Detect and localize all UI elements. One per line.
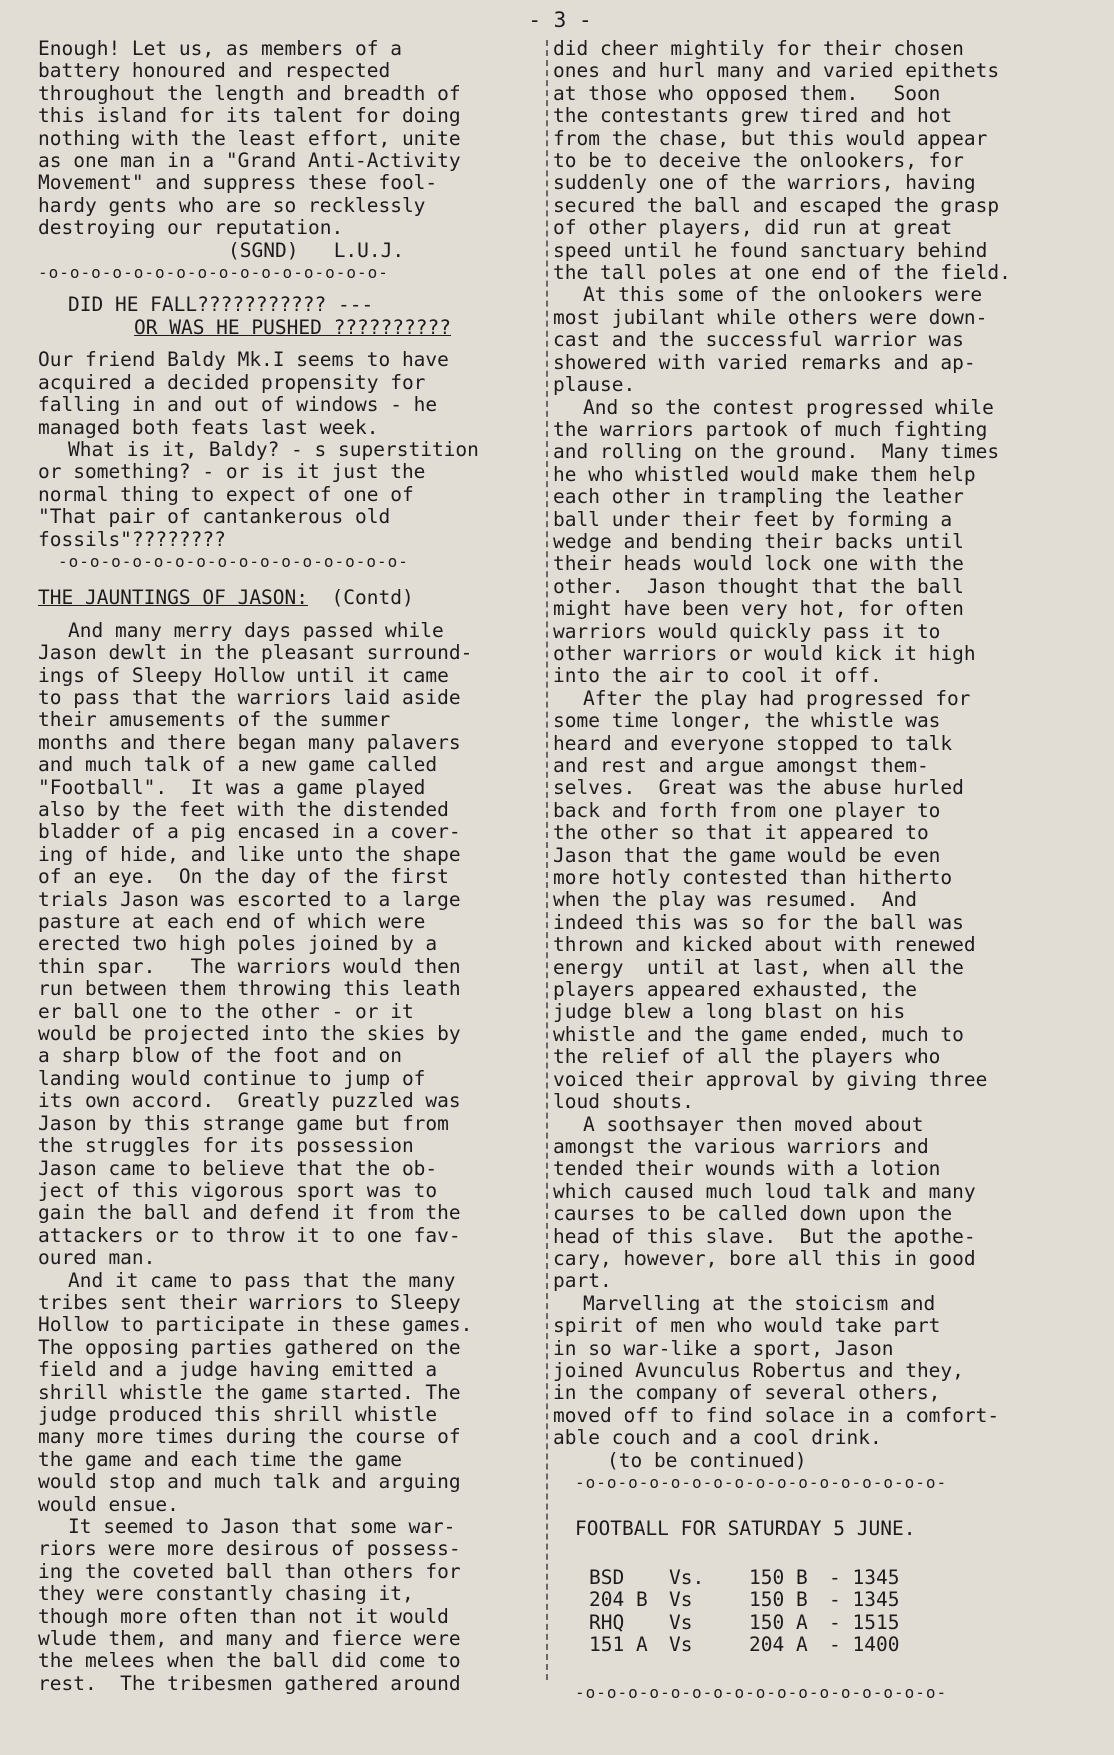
jason-paragraph-3	[38, 1516, 548, 1695]
text-line: or something? - or is it just the	[38, 460, 426, 484]
football-heading: FOOTBALL FOR SATURDAY 5 JUNE.	[575, 1517, 916, 1541]
text-line: the melees when the ball did come to	[38, 1649, 461, 1673]
text-line: judge produced this shrill whistle	[38, 1402, 438, 1426]
text-line: part.	[553, 1269, 612, 1293]
text-line: And many merry days passed while	[68, 618, 444, 642]
text-line: Jason by this strange game but from	[38, 1111, 449, 1135]
text-line: erected two high poles joined by a	[38, 932, 438, 956]
fixture-row	[589, 1612, 1085, 1634]
text-line: ball under their feet by forming a	[553, 507, 953, 531]
text-line: indeed this was so for the ball was	[553, 910, 964, 934]
text-line: tended their wounds with a lotion	[553, 1157, 941, 1181]
text-line: "Football". It was a game played	[38, 775, 426, 799]
left-column	[38, 38, 548, 1695]
text-line: selves. Great was the abuse hurled	[553, 776, 964, 800]
text-line: and rest and argue amongst them-	[553, 754, 929, 777]
fixture-away: 150 B	[749, 1565, 808, 1589]
right-paragraph-1	[553, 38, 1085, 284]
text-line: And so the contest progressed while	[583, 395, 994, 419]
text-line: also by the feet with the distended	[38, 798, 449, 821]
text-line: the game and each time the game	[38, 1447, 402, 1471]
text-line: months and there began many palavers	[38, 730, 461, 754]
text-line: field and a judge having emitted a	[38, 1358, 438, 1382]
text-line: throughout the length and breadth of	[38, 81, 461, 105]
text-line: attackers or to throw it to one fav-	[38, 1223, 461, 1247]
text-line: suddenly one of the warriors, having	[553, 171, 976, 195]
text-line: gain the ball and defend it from the	[38, 1201, 461, 1225]
text-line: its own accord. Greatly puzzled was	[38, 1089, 461, 1113]
text-line: from the chase, but this would appear	[553, 126, 988, 150]
fixture-home: BSD	[589, 1565, 625, 1589]
text-line: of an eye. On the day of the first	[38, 865, 449, 889]
text-line: wedge and bending their backs until	[553, 529, 964, 553]
text-line: Jason dewlt in the pleasant surround-	[38, 641, 473, 665]
text-line: run between them throwing this leath	[38, 977, 461, 1001]
text-line: the tall poles at one end of the field.	[553, 261, 1011, 285]
jason-paragraph-2	[38, 1270, 548, 1516]
text-line: would stop and much talk and arguing	[38, 1470, 461, 1494]
text-line: ones and hurl many and varied epithets	[553, 59, 1000, 83]
text-line: the other so that it appeared to	[553, 821, 929, 845]
text-line: able couch and a cool drink.	[553, 1426, 882, 1450]
fixture-away: 204 A	[749, 1633, 808, 1657]
text-line: nothing with the least effort, unite	[38, 126, 461, 150]
text-line: other. Jason thought that the ball	[553, 574, 964, 598]
fixture-row	[589, 1589, 1085, 1611]
text-line: into the air to cool it off.	[553, 664, 882, 688]
fixture-home: 204 B	[589, 1588, 648, 1612]
text-line: heard and everyone stopped to talk	[553, 731, 953, 755]
text-line: fossils"????????	[38, 527, 226, 551]
jason-heading-line	[38, 587, 548, 609]
text-line: acquired a decided propensity for	[38, 370, 426, 394]
fixtures-list	[553, 1567, 1085, 1657]
to-be-continued: (to be continued)	[607, 1448, 807, 1472]
text-line: in the company of several others,	[553, 1381, 941, 1405]
text-line: Jason came to believe that the ob-	[38, 1156, 438, 1180]
text-line: secured the ball and escaped the grasp	[553, 193, 1000, 217]
text-line: most jubilant while others were down-	[553, 305, 988, 329]
text-line: this island for its talent for doing	[38, 104, 461, 128]
text-line: whistle and the game ended, much to	[553, 1022, 964, 1046]
text-line: ject of this vigorous sport was to	[38, 1178, 438, 1202]
text-line: other warriors or would kick it high	[553, 641, 976, 665]
fixture-away: 150 B	[749, 1588, 808, 1612]
signature	[38, 240, 548, 262]
text-line: What is it, Baldy? - s superstition	[68, 437, 479, 461]
text-line: Movement" and suppress these fool-	[38, 171, 438, 195]
text-line: moved off to find solace in a comfort-	[553, 1403, 1000, 1427]
text-line: wlude them, and many and fierce were	[38, 1627, 461, 1651]
text-line: shrill whistle the game started. The	[38, 1380, 461, 1404]
text-line: in so war-like a sport, Jason	[553, 1336, 894, 1360]
text-line: when the play was resumed. And	[553, 888, 917, 912]
text-line: as one man in a "Grand Anti-Activity	[38, 149, 461, 173]
text-line: a sharp blow of the foot and on	[38, 1044, 402, 1068]
text-line: might have been very hot, for often	[553, 597, 964, 621]
text-line: ing of hide, and like unto the shape	[38, 842, 461, 866]
jason-paragraph-1	[38, 620, 548, 1270]
text-line: their heads would lock one with the	[553, 552, 964, 576]
text-line: And it came to pass that the many	[68, 1268, 456, 1292]
text-line: Our friend Baldy Mk.I seems to have	[38, 348, 449, 372]
text-line: back and forth from one player to	[553, 798, 941, 822]
fixture-vs: Vs	[669, 1588, 693, 1612]
ornament-divider: -o-o-o-o-o-o-o-o-o-o-o-o-o-o-o-o-	[38, 263, 389, 283]
text-line: they were constantly chasing it,	[38, 1582, 414, 1606]
text-line: some time longer, the whistle was	[553, 709, 941, 733]
text-line: cary, however, bore all this in good	[553, 1246, 976, 1270]
text-line: though more often than not it would	[38, 1604, 449, 1628]
text-line: their amusements of the summer	[38, 708, 391, 732]
baldy-headline-1: DID HE FALL??????????? ---	[68, 293, 374, 317]
text-line: more hotly contested than hitherto	[553, 866, 953, 890]
text-line: spirit of men who would take part	[553, 1314, 941, 1338]
fixture-row	[589, 1567, 1085, 1589]
fixture-row	[589, 1634, 1085, 1656]
text-line: landing would continue to jump of	[38, 1066, 426, 1090]
text-line: tribes sent their warriors to Sleepy	[38, 1290, 461, 1314]
text-line: judge blew a long blast on his	[553, 1000, 906, 1024]
fixture-vs: Vs	[669, 1633, 693, 1657]
fixture-time: - 1400	[829, 1633, 900, 1657]
fixture-time: - 1345	[829, 1565, 900, 1589]
text-line: managed both feats last week.	[38, 415, 379, 439]
text-line: pasture at each end of which were	[38, 910, 426, 934]
page-number: - 3 -	[528, 8, 592, 32]
text-line: energy until at last, when all the	[553, 955, 964, 979]
text-line: many more times during the course of	[38, 1425, 461, 1449]
fixture-vs: Vs.	[669, 1565, 705, 1589]
text-line: would be projected into the skies by	[38, 1022, 461, 1046]
text-line: thrown and kicked about with renewed	[553, 933, 976, 957]
text-line: The opposing parties gathered on the	[38, 1335, 461, 1359]
jason-heading: THE JAUNTINGS OF JASON:	[38, 586, 309, 610]
ornament-divider: -o-o-o-o-o-o-o-o-o-o-o-o-o-o-o-o-o-	[575, 1473, 948, 1492]
text-line: thin spar. The warriors would then	[38, 954, 461, 978]
text-line: riors were more desirous of possess-	[38, 1537, 461, 1561]
text-line: did cheer mightily for their chosen	[553, 37, 964, 60]
fixture-away: 150 A	[749, 1610, 808, 1634]
text-line: speed until he found sanctuary behind	[553, 238, 988, 262]
enough-paragraph	[38, 38, 548, 240]
text-line: oured man.	[38, 1246, 156, 1270]
text-line: It seemed to Jason that some war-	[68, 1515, 456, 1538]
text-line: at those who opposed them. Soon	[553, 81, 941, 105]
text-line: players appeared exhausted, the	[553, 978, 917, 1002]
text-line: the struggles for its possession	[38, 1134, 414, 1158]
text-line: which caused much loud talk and many	[553, 1179, 976, 1203]
text-line: Marvelling at the stoicism and	[583, 1291, 936, 1315]
fixture-vs: Vs	[669, 1610, 693, 1634]
baldy-paragraph-1	[38, 349, 548, 439]
fixture-home: RHQ	[589, 1610, 625, 1634]
jason-heading-contd: (Contd)	[331, 586, 414, 610]
text-line: Jason that the game would be even	[553, 843, 941, 867]
fixture-time: - 1515	[829, 1610, 900, 1634]
text-line: "That pair of cantankerous old	[38, 505, 391, 529]
baldy-headline-2: OR WAS HE PUSHED ??????????	[134, 315, 451, 339]
text-line: Enough! Let us, as members of a	[38, 37, 402, 60]
text-line: loud shouts.	[553, 1090, 694, 1114]
text-line: head of this slave. But the apothe-	[553, 1224, 976, 1248]
text-line: voiced their approval by giving three	[553, 1067, 988, 1091]
right-paragraph-3	[553, 397, 1085, 688]
text-line: the relief of all the players who	[553, 1045, 941, 1069]
fixture-home: 151 A	[589, 1633, 648, 1657]
text-line: amongst the various warriors and	[553, 1134, 929, 1158]
text-line: battery honoured and respected	[38, 59, 391, 83]
text-line: of other players, did run at great	[553, 216, 953, 240]
fixture-time: - 1345	[829, 1588, 900, 1612]
text-line: rest. The tribesmen gathered around	[38, 1671, 461, 1695]
text-line: destroying our reputation.	[38, 216, 344, 240]
right-paragraph-5	[553, 1114, 1085, 1293]
text-line: the warriors partook of much fighting	[553, 417, 988, 441]
text-line: and rolling on the ground. Many times	[553, 440, 1000, 464]
text-line: At this some of the onlookers were	[583, 283, 983, 307]
right-paragraph-4	[553, 688, 1085, 1114]
text-line: bladder of a pig encased in a cover-	[38, 820, 461, 844]
right-paragraph-2	[553, 284, 1085, 396]
text-line: plause.	[553, 373, 636, 397]
signature-label: (SGND)	[228, 238, 299, 262]
text-line: each other in trampling the leather	[553, 485, 964, 509]
text-line: caurses to be called down upon the	[553, 1202, 953, 1226]
text-line: After the play had progressed for	[583, 686, 971, 710]
text-line: to be to deceive the onlookers, for	[553, 149, 964, 173]
text-line: normal thing to expect of one of	[38, 482, 414, 506]
right-column	[553, 38, 1085, 1705]
text-line: hardy gents who are so recklessly	[38, 193, 426, 217]
text-line: A soothsayer then moved about	[583, 1112, 924, 1136]
text-line: joined Avunculus Robertus and they,	[553, 1358, 964, 1382]
text-line: he who whistled would make them help	[553, 462, 976, 486]
text-line: cast and the successful warrior was	[553, 328, 964, 352]
text-line: and much talk of a new game called	[38, 753, 438, 777]
ornament-divider: -o-o-o-o-o-o-o-o-o-o-o-o-o-o-o-o-	[58, 551, 409, 571]
text-line: er ball one to the other - or it	[38, 999, 414, 1023]
baldy-paragraph-2	[38, 439, 548, 551]
text-line: ings of Sleepy Hollow until it came	[38, 663, 449, 687]
text-line: showered with varied remarks and ap-	[553, 350, 976, 374]
text-line: would ensue.	[38, 1492, 179, 1516]
right-paragraph-6	[553, 1293, 1085, 1450]
text-line: the contestants grew tired and hot	[553, 104, 953, 128]
text-line: to pass that the warriors laid aside	[38, 685, 461, 709]
signature-name: L.U.J.	[333, 238, 405, 262]
text-line: trials Jason was escorted to a large	[38, 887, 461, 911]
text-line: ing the coveted ball than others for	[38, 1559, 461, 1583]
text-line: warriors would quickly pass it to	[553, 619, 941, 643]
text-line: Hollow to participate in these games.	[38, 1313, 473, 1337]
text-line: falling in and out of windows - he	[38, 393, 438, 417]
ornament-divider: -o-o-o-o-o-o-o-o-o-o-o-o-o-o-o-o-o-	[575, 1683, 948, 1703]
